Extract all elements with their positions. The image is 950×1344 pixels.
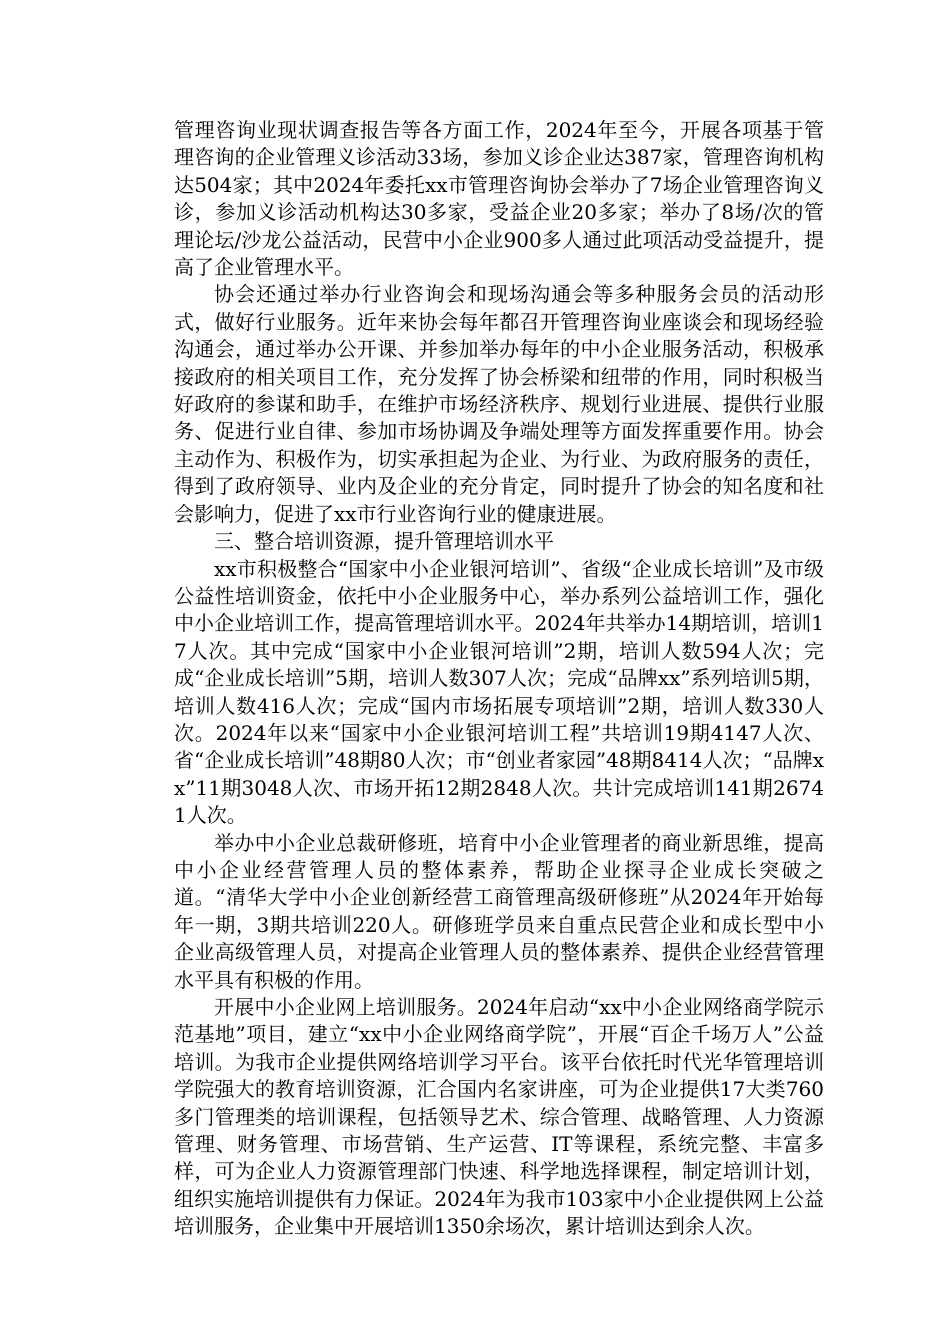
document-page — [174, 117, 824, 1241]
section-heading-training: 三、整合培训资源，提升管理培训水平 — [214, 529, 554, 554]
paragraph-online-training: 开展中小企业网上培训服务。2024年启动“xx中小企业网络商学院示范基地”项目，建立“xx中小企业网络商学院”，开展“百企千场万人”公益培训。为我市企业提供网络培训学习平台。该平台依托时代光华管理培训学院强大的教育培训资源，汇合国内名家讲座，可为企业提供17大类760多门管理类的培训课程，包括领导艺术、综合管理、战略管理、人力资源管理、财务管理、市场营销、生产运营、IT等课程，系统完整、丰富多样，可为企业人力资源管理部门快速、科学地选择课程，制定培训计划，组织实施培训提供有力保证。2024年为我市103家中小企业提供网上公益培训服务，企业集中开展培训1350余场次，累计培训达到余人次。 — [174, 995, 824, 1239]
paragraph-consulting-clinics: 管理咨询业现状调查报告等各方面工作，2024年至今，开展各项基于管理咨询的企业管理义诊活动33场，参加义诊企业达387家，管理咨询机构达504家；其中2024年委托xx市管理咨询协会举办了7场企业管理咨询义诊，参加义诊活动机构达30多家，受益企业20多家；举办了8场/次的管理论坛/沙龙公益活动，民营中小企业900多人通过此项活动受益提升，提高了企业管理水平。 — [174, 118, 824, 280]
paragraph-association-services: 协会还通过举办行业咨询会和现场沟通会等多种服务会员的活动形式，做好行业服务。近年来协会每年都召开管理咨询业座谈会和现场经验沟通会，通过举办公开课、并参加举办每年的中小企业服务活动，积极承接政府的相关项目工作，充分发挥了协会桥梁和纽带的作用，同时积极当好政府的参谋和助手，在维护市场经济秩序、规划行业进展、提供行业服务、促进行业自律、参加市场协调及争端处理等方面发挥重要作用。协会主动作为、积极作为，切实承担起为企业、为行业、为政府服务的责任，得到了政府领导、业内及企业的充分肯定，同时提升了协会的知名度和社会影响力，促进了xx市行业咨询行业的健康进展。 — [174, 282, 824, 526]
paragraph-executive-program: 举办中小企业总裁研修班，培育中小企业管理者的商业新思维，提高中小企业经营管理人员的整体素养，帮助企业探寻企业成长突破之道。“清华大学中小企业创新经营工商管理高级研修班”从2024年开始每年一期，3期共培训220人。研修班学员来自重点民营企业和成长型中小企业高级管理人员，对提高企业管理人员的整体素养、提供企业经营管理水平具有积极的作用。 — [174, 830, 824, 992]
paragraph-training-resources: xx市积极整合“国家中小企业银河培训”、省级“企业成长培训”及市级公益性培训资金，依托中小企业服务中心，举办系列公益培训工作，强化中小企业培训工作，提高管理培训水平。2024年共举办14期培训，培训17人次。其中完成“国家中小企业银河培训”2期，培训人数594人次；完成“企业成长培训”5期，培训人数307人次；完成“品牌xx”系列培训5期，培训人数416人次；完成“国内市场拓展专项培训”2期，培训人数330人次。2024年以来“国家中小企业银河培训工程”共培训19期4147人次、省“企业成长培训”48期80人次；市“创业者家园”48期8414人次；“品牌xx”11期3048人次、市场开拓12期2848人次。共计完成培训141期26741人次。 — [174, 556, 824, 828]
